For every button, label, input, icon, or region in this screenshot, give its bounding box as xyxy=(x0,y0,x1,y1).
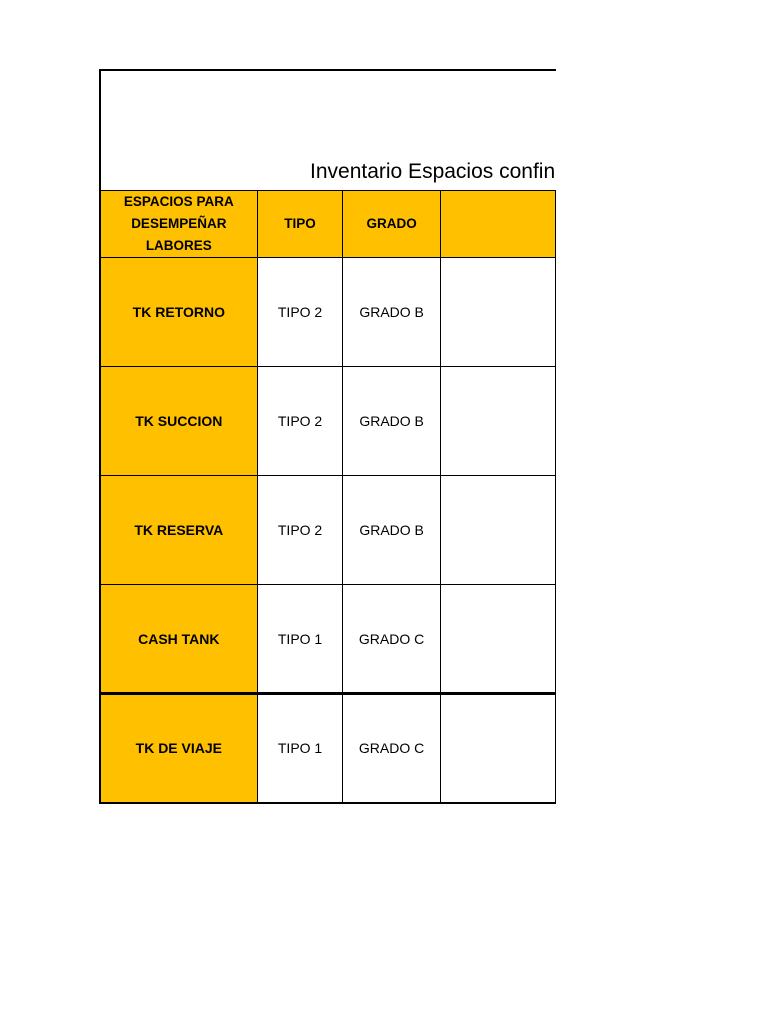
cell-next xyxy=(440,585,555,694)
cell-espacio: TK RETORNO xyxy=(100,258,257,367)
cell-next xyxy=(440,476,555,585)
header-tipo: TIPO xyxy=(257,191,343,258)
cell-grado: GRADO C xyxy=(343,585,440,694)
cell-tipo: TIPO 2 xyxy=(257,258,343,367)
cell-grado: GRADO B xyxy=(343,258,440,367)
document-title: Inventario Espacios confin xyxy=(310,160,556,183)
cell-tipo: TIPO 1 xyxy=(257,694,343,803)
header-espacios: ESPACIOS PARA DESEMPEÑAR LABORES xyxy=(100,191,257,258)
inventory-table xyxy=(99,190,556,804)
header-grado: GRADO xyxy=(343,191,440,258)
cell-espacio: TK RESERVA xyxy=(100,476,257,585)
table-row xyxy=(100,694,556,803)
table-header-row xyxy=(100,191,556,258)
cell-grado: GRADO B xyxy=(343,367,440,476)
cell-tipo: TIPO 2 xyxy=(257,476,343,585)
cell-next xyxy=(440,694,555,803)
table-row xyxy=(100,258,556,367)
cell-tipo: TIPO 2 xyxy=(257,367,343,476)
cell-next xyxy=(440,258,555,367)
table-row xyxy=(100,367,556,476)
table-row xyxy=(100,585,556,694)
cell-espacio: TK SUCCION xyxy=(100,367,257,476)
cell-next xyxy=(440,367,555,476)
cell-tipo: TIPO 1 xyxy=(257,585,343,694)
cell-grado: GRADO C xyxy=(343,694,440,803)
table-row xyxy=(100,476,556,585)
cell-espacio: TK DE VIAJE xyxy=(100,694,257,803)
cell-grado: GRADO B xyxy=(343,476,440,585)
cell-espacio: CASH TANK xyxy=(100,585,257,694)
header-next-column xyxy=(440,191,555,258)
